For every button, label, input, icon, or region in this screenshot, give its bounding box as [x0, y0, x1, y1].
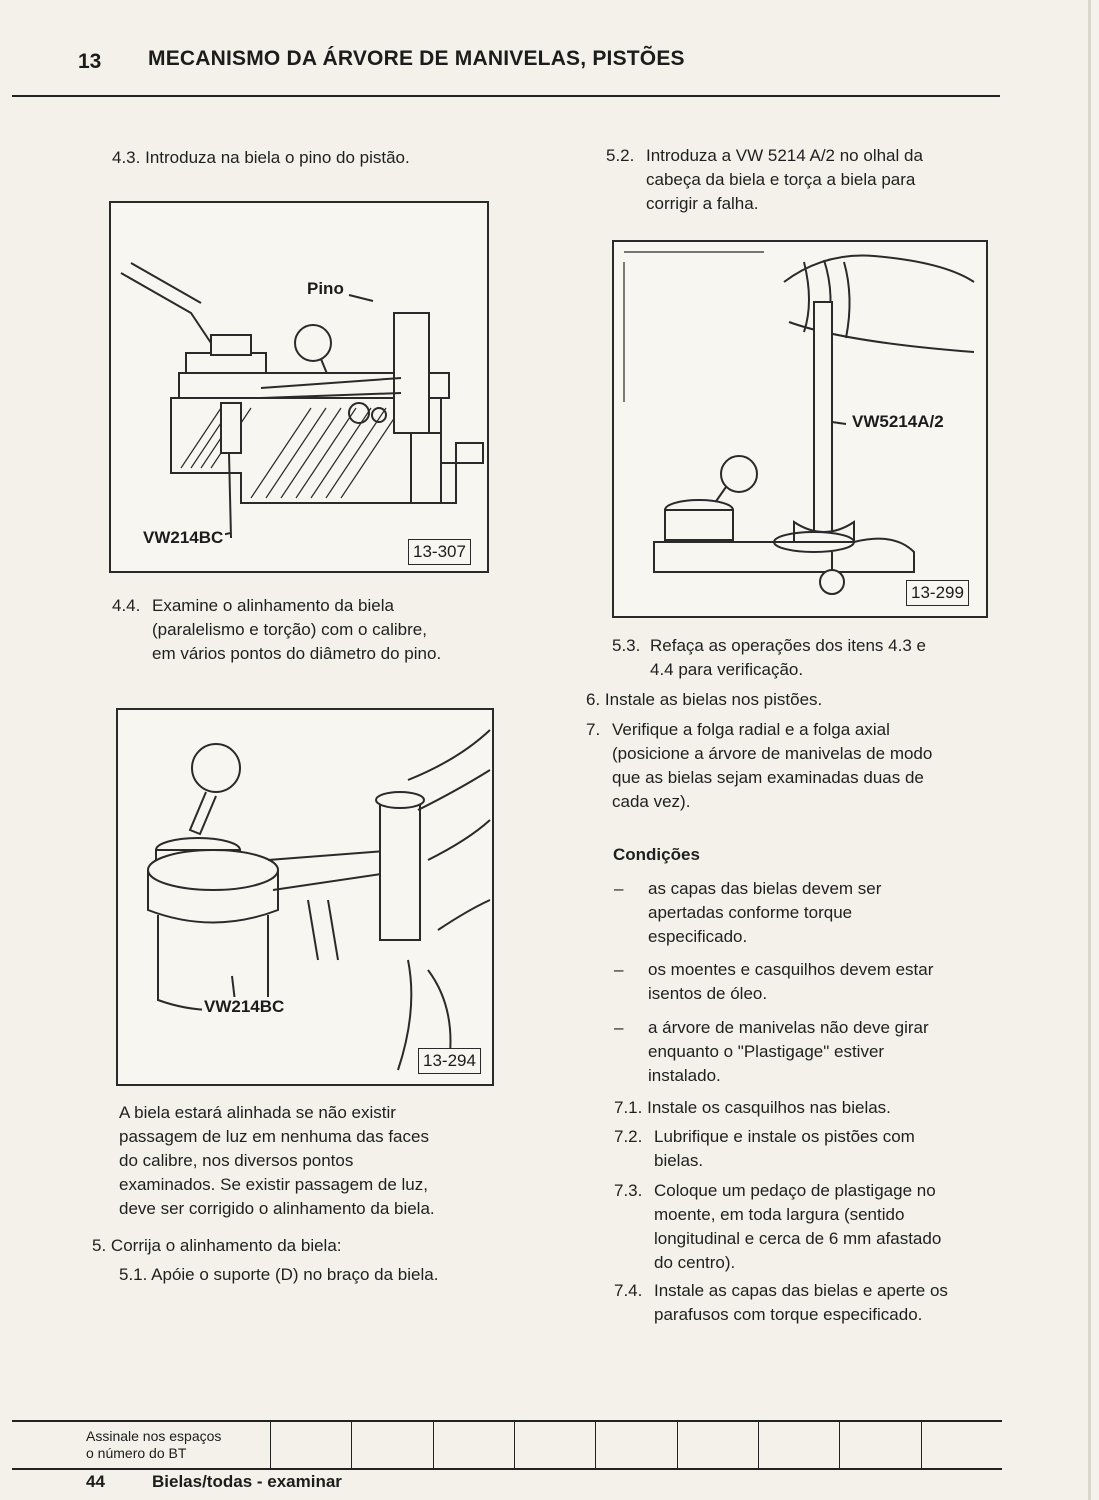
step-line: corrigir a falha. [646, 194, 759, 213]
bt-number-box[interactable] [677, 1420, 758, 1468]
step-line: Instale as capas das bielas e aperte os [654, 1281, 948, 1300]
bt-number-boxes [270, 1420, 1002, 1468]
step-line: moente, em toda largura (sentido [654, 1205, 905, 1224]
step-line: bielas. [654, 1151, 704, 1170]
conditions-heading: Condições [613, 845, 700, 864]
step-line: (paralelismo e torção) com o calibre, [152, 620, 427, 639]
figure-label-pino: Pino [307, 279, 344, 298]
step-line: (posicione a árvore de manivelas de modo [612, 744, 933, 763]
condition-line: instalado. [648, 1066, 721, 1085]
step-line: parafusos com torque especificado. [654, 1305, 923, 1324]
condition-line: apertadas conforme torque [648, 903, 853, 922]
bt-number-box[interactable] [514, 1420, 595, 1468]
step-text: Instale as bielas nos pistões. [604, 690, 823, 709]
footer-hint-line: o número do BT [86, 1445, 187, 1461]
step-line: Introduza a VW 5214 A/2 no olhal da [646, 146, 923, 165]
step-number: 4.3. [112, 148, 141, 167]
bt-number-box[interactable] [433, 1420, 514, 1468]
step-text: Instale os casquilhos nas bielas. [647, 1098, 891, 1117]
bt-number-box[interactable] [351, 1420, 432, 1468]
step-line: que as bielas sejam examinadas duas de [612, 768, 924, 787]
step-number: 4.4. [112, 596, 141, 615]
bullet-dash: – [614, 960, 624, 979]
step-line: cabeça da biela e torça a biela para [646, 170, 916, 189]
step-line: Coloque um pedaço de plastigage no [654, 1181, 936, 1200]
step-line: em vários pontos do diâmetro do pino. [152, 644, 442, 663]
bt-number-box[interactable] [921, 1420, 1002, 1468]
step-5 [92, 1234, 342, 1258]
figure-code: 13-307 [408, 539, 471, 565]
step-number: 7.2. [614, 1127, 643, 1146]
condition-line: a árvore de manivelas não deve girar [648, 1018, 929, 1037]
step-7-2 [614, 1125, 994, 1173]
step-line: cada vez). [612, 792, 691, 811]
condition-line: os moentes e casquilhos devem estar [648, 960, 934, 979]
step-number: 7. [586, 720, 601, 739]
step-number: 6. [586, 690, 601, 709]
step-line: Verifique a folga radial e a folga axial [612, 720, 890, 739]
figure-13-294-drawing [118, 710, 492, 1084]
figure-code: 13-294 [418, 1048, 481, 1074]
step-number: 5. [92, 1236, 107, 1255]
header-divider [12, 95, 1000, 97]
bt-number-box[interactable] [758, 1420, 839, 1468]
paragraph-line: examinados. Se existir passagem de luz, [119, 1175, 428, 1194]
step-5-2 [606, 144, 996, 216]
figure-label-tool: VW214BC [143, 528, 224, 547]
footer-title: Bielas/todas - examinar [152, 1472, 342, 1491]
chapter-number: 13 [78, 50, 102, 73]
figure-13-307 [109, 201, 489, 573]
bullet-dash: – [614, 879, 624, 898]
step-line: Lubrifique e instale os pistões com [654, 1127, 915, 1146]
condition-line: enquanto o "Plastigage" estiver [648, 1042, 885, 1061]
step-line: do centro). [654, 1253, 736, 1272]
condition-2 [614, 958, 994, 1006]
footer-hint [86, 1428, 221, 1462]
step-number: 5.2. [606, 146, 635, 165]
step-number: 5.1. [119, 1265, 148, 1284]
step-7-1 [614, 1096, 891, 1120]
bt-number-box[interactable] [270, 1420, 351, 1468]
condition-line: as capas das bielas devem ser [648, 879, 882, 898]
bt-number-box[interactable] [839, 1420, 920, 1468]
step-6 [586, 688, 822, 712]
step-line: longitudinal e cerca de 6 mm afastado [654, 1229, 942, 1248]
step-5-3 [612, 634, 992, 682]
step-4-4 [112, 594, 512, 666]
figure-code: 13-299 [906, 580, 969, 606]
condition-line: especificado. [648, 927, 748, 946]
step-line: 4.4 para verificação. [650, 660, 804, 679]
figure-label-tool: VW214BC [204, 997, 285, 1016]
condition-3 [614, 1016, 994, 1088]
paragraph-line: passagem de luz em nenhuma das faces [119, 1127, 429, 1146]
page-title: MECANISMO DA ÁRVORE DE MANIVELAS, PISTÕES [148, 47, 685, 70]
condition-1 [614, 877, 994, 949]
footer-hint-line: Assinale nos espaços [86, 1428, 222, 1444]
step-4-3 [112, 146, 410, 170]
step-7-3 [614, 1179, 1004, 1275]
alignment-paragraph [119, 1101, 509, 1221]
figure-13-294 [116, 708, 494, 1086]
step-7 [586, 718, 996, 814]
figure-label-tool: VW5214A/2 [852, 412, 944, 431]
condition-line: isentos de óleo. [648, 984, 768, 1003]
page-number: 44 [86, 1472, 105, 1491]
step-text: Introduza na biela o pino do pistão. [145, 148, 410, 167]
step-line: Examine o alinhamento da biela [152, 596, 394, 615]
step-5-1 [119, 1263, 438, 1287]
page-edge [1088, 0, 1091, 1500]
paragraph-line: do calibre, nos diversos pontos [119, 1151, 354, 1170]
paragraph-line: A biela estará alinhada se não existir [119, 1103, 396, 1122]
step-7-4 [614, 1279, 1004, 1327]
step-number: 7.4. [614, 1281, 643, 1300]
paragraph-line: deve ser corrigido o alinhamento da biela. [119, 1199, 435, 1218]
step-number: 5.3. [612, 636, 641, 655]
step-line: Refaça as operações dos itens 4.3 e [650, 636, 926, 655]
step-number: 7.3. [614, 1181, 643, 1200]
figure-13-299 [612, 240, 988, 618]
step-text: Corrija o alinhamento da biela: [110, 1236, 342, 1255]
bullet-dash: – [614, 1018, 624, 1037]
bt-number-box[interactable] [595, 1420, 676, 1468]
step-number: 7.1. [614, 1098, 643, 1117]
footer-divider-bottom [12, 1468, 1002, 1470]
figure-13-307-drawing [111, 203, 487, 571]
step-text: Apóie o suporte (D) no braço da biela. [151, 1265, 439, 1284]
